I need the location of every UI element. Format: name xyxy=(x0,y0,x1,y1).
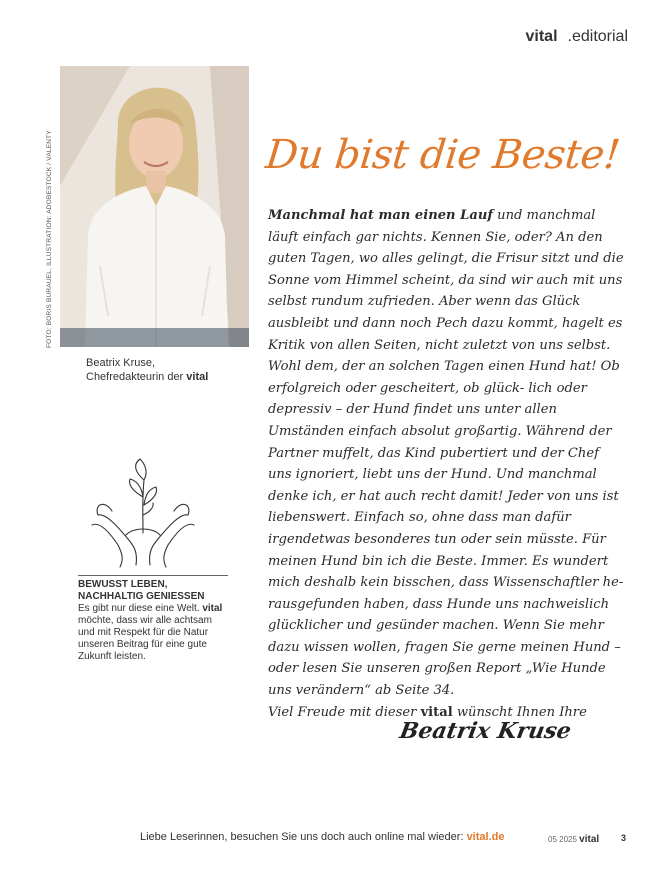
footer-text: Liebe Leserinnen, besuchen Sie uns doch auch online mal wieder: xyxy=(140,831,467,843)
editor-portrait-photo xyxy=(60,66,249,347)
photo-caption xyxy=(86,356,208,384)
sidebar-divider xyxy=(78,575,228,576)
caption-name: Beatrix Kruse, xyxy=(86,357,156,369)
sidebar-heading-line1: BEWUSST LEBEN, xyxy=(78,579,168,590)
photo-credit: FOTO: BORIS BURAUEL, ILLUSTRATION: ADOBESTOCK / VALENTY xyxy=(46,130,53,348)
portrait-illustration xyxy=(60,66,249,347)
footer-website-link[interactable]: vital.de xyxy=(466,831,505,843)
article-headline: Du bist die Beste! xyxy=(263,132,622,178)
issue-info xyxy=(548,834,599,845)
issue-date: 05 2025 xyxy=(548,835,577,844)
sidebar-text-end: möchte, dass wir alle achtsam und mit Respekt für die Natur unseren Beitrag für eine gute Zukunft leisten. xyxy=(78,615,212,662)
issue-brand-logo: vital xyxy=(579,834,600,845)
footer-note xyxy=(140,831,504,843)
header-section: .editorial xyxy=(567,28,628,45)
editor-signature: Beatrix Kruse xyxy=(397,718,574,744)
sidebar-brand: vital xyxy=(202,603,223,614)
page-header xyxy=(526,28,629,46)
page-number: 3 xyxy=(621,833,627,843)
closing-brand: vital xyxy=(420,704,453,720)
closing-text-start: Viel Freude mit dieser xyxy=(268,704,421,720)
header-brand: vital xyxy=(525,28,558,45)
article-lead: Manchmal hat man einen Lauf xyxy=(268,208,493,223)
caption-brand: vital xyxy=(186,371,209,383)
closing-text-end: wünscht Ihnen Ihre xyxy=(452,704,587,720)
hands-plant-icon xyxy=(88,455,198,570)
sustainability-sidebar xyxy=(78,579,228,663)
caption-role xyxy=(86,370,208,384)
caption-role-text: Chefredakteurin der xyxy=(86,371,187,383)
sidebar-text-start: Es gibt nur diese eine Welt. xyxy=(78,603,203,614)
article-body xyxy=(268,205,624,723)
article-body-text: und manchmal läuft einfach gar nichts. Kennen Sie, oder? An den guten Tagen, wo alles gelingt, die Frisur sitzt und die Sonne vom Himmel scheint, da sind wir auch mit uns selbst rundum zufrieden. Aber wenn das Glück ausbleibt und dann noch Pech dazu kommt, hagelt es Kritik von allen Seiten, nicht zuletzt von uns selbst. Wohl dem, der an solchen Tagen einen Hund hat! Ob erfolgreich oder gescheitert, ob glück- lich oder depressiv – der Hund findet uns unter allen Umständen einfach absolut großartig. Während der Partner muffelt, das Kind pubertiert und der Chef uns ignoriert, liebt uns der Hund. Und manchmal denke ich, er hat auch recht damit! Jeder von uns ist liebenswert. Einfach so, ohne dass man dafür irgendetwas besonderes tun oder sein müsste. Für meinen Hund bin ich die Beste. Immer. Es wundert mich deshalb kein bisschen, dass Wissenschaftler he- rausgefunden haben, dass Hunde uns nachweislich glücklicher und gesünder machen. Wenn Sie mehr dazu wissen wollen, fragen Sie gerne meinen Hund – oder lesen Sie unseren großen Report „Wie Hunde uns verändern“ ab Seite 34. xyxy=(268,208,624,699)
sidebar-heading-line2: NACHHALTIG GENIESSEN xyxy=(78,591,205,602)
